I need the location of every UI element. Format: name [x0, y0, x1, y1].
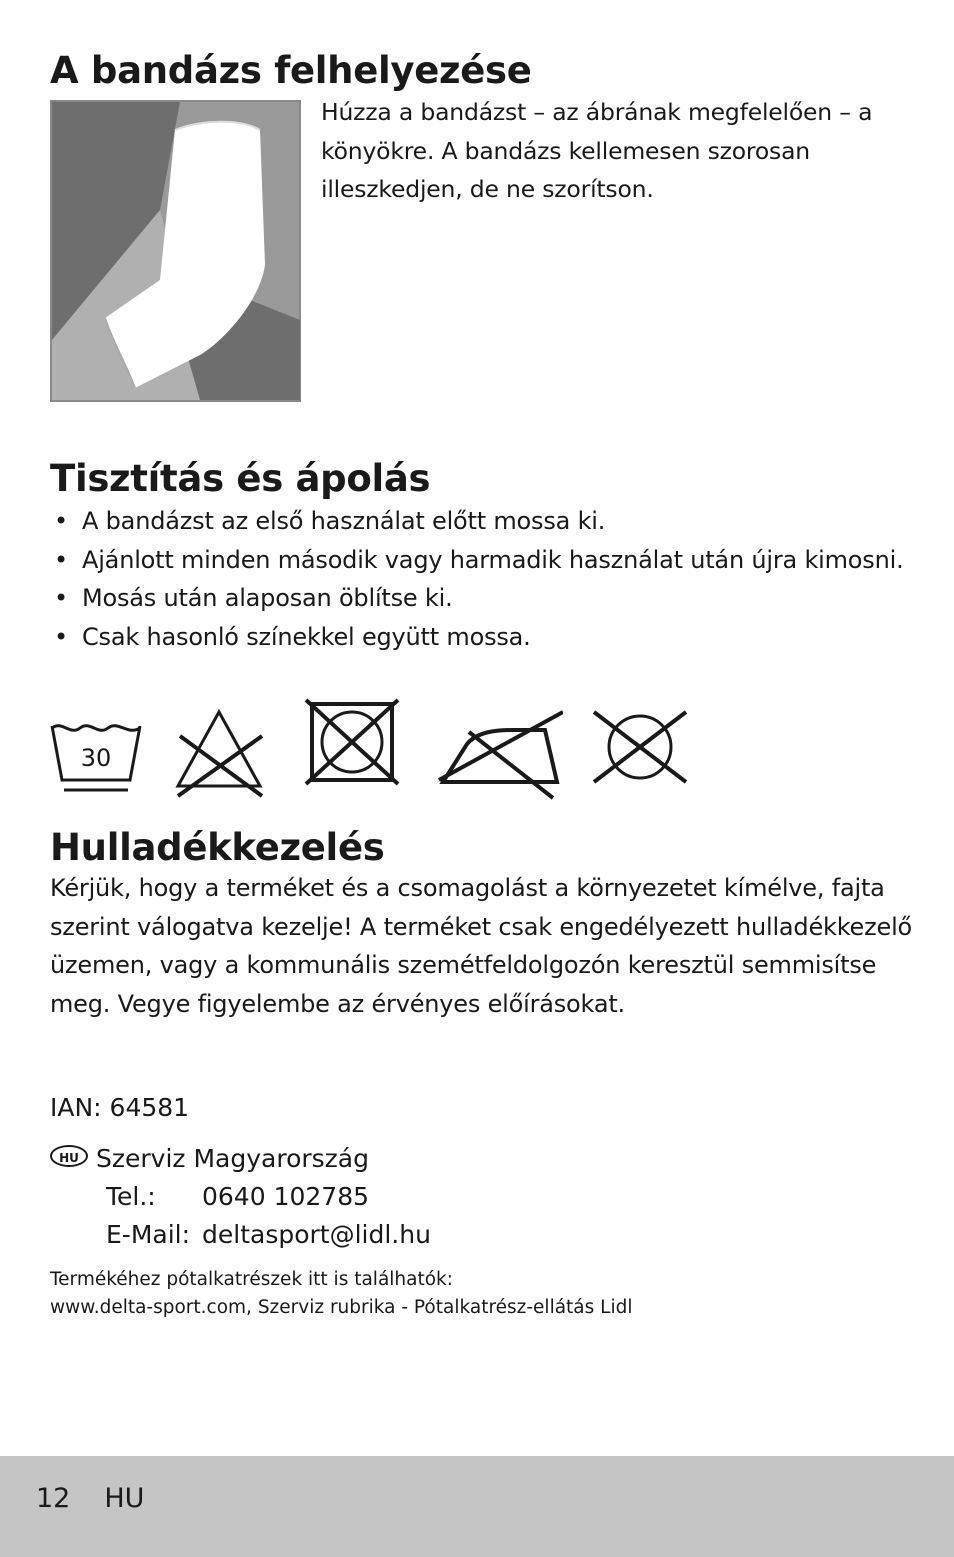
- application-title: A bandázs felhelyezése: [50, 49, 532, 92]
- page-number: 12: [36, 1483, 71, 1514]
- service-name: Szerviz Magyarország: [96, 1144, 369, 1173]
- footer-language: HU: [104, 1483, 145, 1514]
- ian-number: IAN: 64581: [50, 1093, 190, 1122]
- country-badge: HU: [50, 1145, 88, 1167]
- email-label: E-Mail:: [106, 1220, 191, 1249]
- page-footer: [0, 1456, 954, 1557]
- no-bleach-icon: [172, 708, 266, 798]
- tel-label: Tel.:: [106, 1182, 156, 1211]
- care-symbols: [48, 698, 698, 800]
- care-title: Tisztítás és ápolás: [50, 457, 431, 500]
- care-bullet-list: [52, 502, 912, 656]
- email-value: deltasport@lidl.hu: [202, 1220, 431, 1249]
- list-item: • Ajánlott minden második vagy harmadik használat után újra kimosni.: [52, 541, 912, 580]
- no-iron-icon: [433, 710, 563, 800]
- tel-value: 0640 102785: [202, 1182, 370, 1211]
- spare-parts-note: [50, 1266, 930, 1322]
- elbow-bandage-illustration: [50, 100, 301, 402]
- no-tumble-dry-icon: [304, 698, 400, 786]
- spare-parts-note-line2: www.delta-sport.com, Szerviz rubrika - Pótalkatrész-ellátás Lidl: [50, 1297, 633, 1318]
- spare-parts-note-line1: Termékéhez pótalkatrészek itt is találhatók:: [50, 1269, 454, 1290]
- list-item: • Mosás után alaposan öblítse ki.: [52, 579, 912, 618]
- list-item: • Csak hasonló színekkel együtt mossa.: [52, 618, 912, 657]
- no-dry-clean-icon: [590, 710, 690, 784]
- service-block: [50, 1140, 431, 1254]
- wash-30-icon: [48, 720, 144, 794]
- list-item: • A bandázst az első használat előtt mossa ki.: [52, 502, 912, 541]
- disposal-text: Kérjük, hogy a terméket és a csomagolást a környezetet kímélve, fajta szerint válogatva kezelje! A terméket csak engedélyezett hulladékkezelő üzemen, vagy a kommunális szemétfeldolgozón keresztül semmisítse meg. Vegye figyelembe az érvényes előírásokat.: [50, 874, 913, 1018]
- wash-temperature: 30: [80, 744, 112, 772]
- application-text: Húzza a bandázst – az ábrának megfelelően – a könyökre. A bandázs kellemesen szorosan illeszkedjen, de ne szorítson.: [321, 98, 873, 203]
- disposal-title: Hulladékkezelés: [50, 826, 385, 869]
